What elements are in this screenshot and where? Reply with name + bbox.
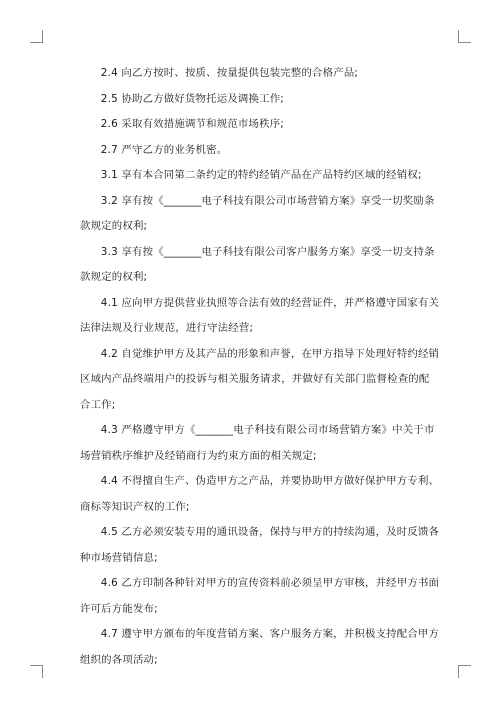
clause-2-4: 2.4 向乙方按时、按质、按量提供包装完整的合格产品; — [100, 67, 359, 79]
clause-3-3: 3.3 享有按《_______电子科技有限公司客户服务方案》享受一切支持条款规定的权利; — [80, 245, 435, 283]
crop-mark-top-right — [458, 30, 471, 43]
clause-4-3: 4.3 严格遵守甲方《_______电子科技有限公司市场营销方案》中关于市场营销秩序维护及经销商行为约束方面的相关规定; — [80, 424, 435, 462]
clause-3-2: 3.2 享有按《_______电子科技有限公司市场营销方案》享受一切奖励条款规定的权利; — [80, 194, 435, 232]
clause-4-2: 4.2 自觉维护甲方及其产品的形象和声誉，在甲方指导下处理好特约经销区域内产品终端用户的投诉与相关服务请求，并做好有关部门监督检查的配合工作; — [80, 347, 440, 411]
crop-mark-bottom-left — [30, 665, 43, 678]
clause-2-7: 2.7 严守乙方的业务机密。 — [100, 143, 228, 156]
clause-4-7: 4.7 遵守甲方颁布的年度营销方案、客户服务方案，并积极支持配合甲方组织的各项活动; — [80, 628, 440, 666]
clause-2-6: 2.6 采取有效措施调节和规范市场秩序; — [100, 118, 284, 130]
clause-4-4: 4.4 不得擅自生产、伪造甲方之产品，并要协助甲方做好保护甲方专利、商标等知识产权的工作; — [80, 475, 440, 513]
document-body — [80, 61, 440, 673]
crop-mark-bottom-right — [458, 665, 471, 678]
clause-2-5: 2.5 协助乙方做好货物托运及调换工作; — [100, 92, 284, 105]
clause-4-5: 4.5 乙方必须安装专用的通讯设备，保持与甲方的持续沟通，及时反馈各种市场营销信息; — [80, 526, 440, 564]
clause-4-1: 4.1 应向甲方提供营业执照等合法有效的经营证件，并严格遵守国家有关法律法规及行业规范，进行守法经营; — [80, 296, 440, 334]
clause-3-1: 3.1 享有本合同第二条约定的特约经销产品在产品特约区域的经销权; — [100, 169, 422, 181]
crop-mark-top-left — [30, 30, 43, 43]
clause-4-6: 4.6 乙方印制各种针对甲方的宣传资料前必须呈甲方审核，并经甲方书面许可后方能发布; — [80, 577, 440, 615]
